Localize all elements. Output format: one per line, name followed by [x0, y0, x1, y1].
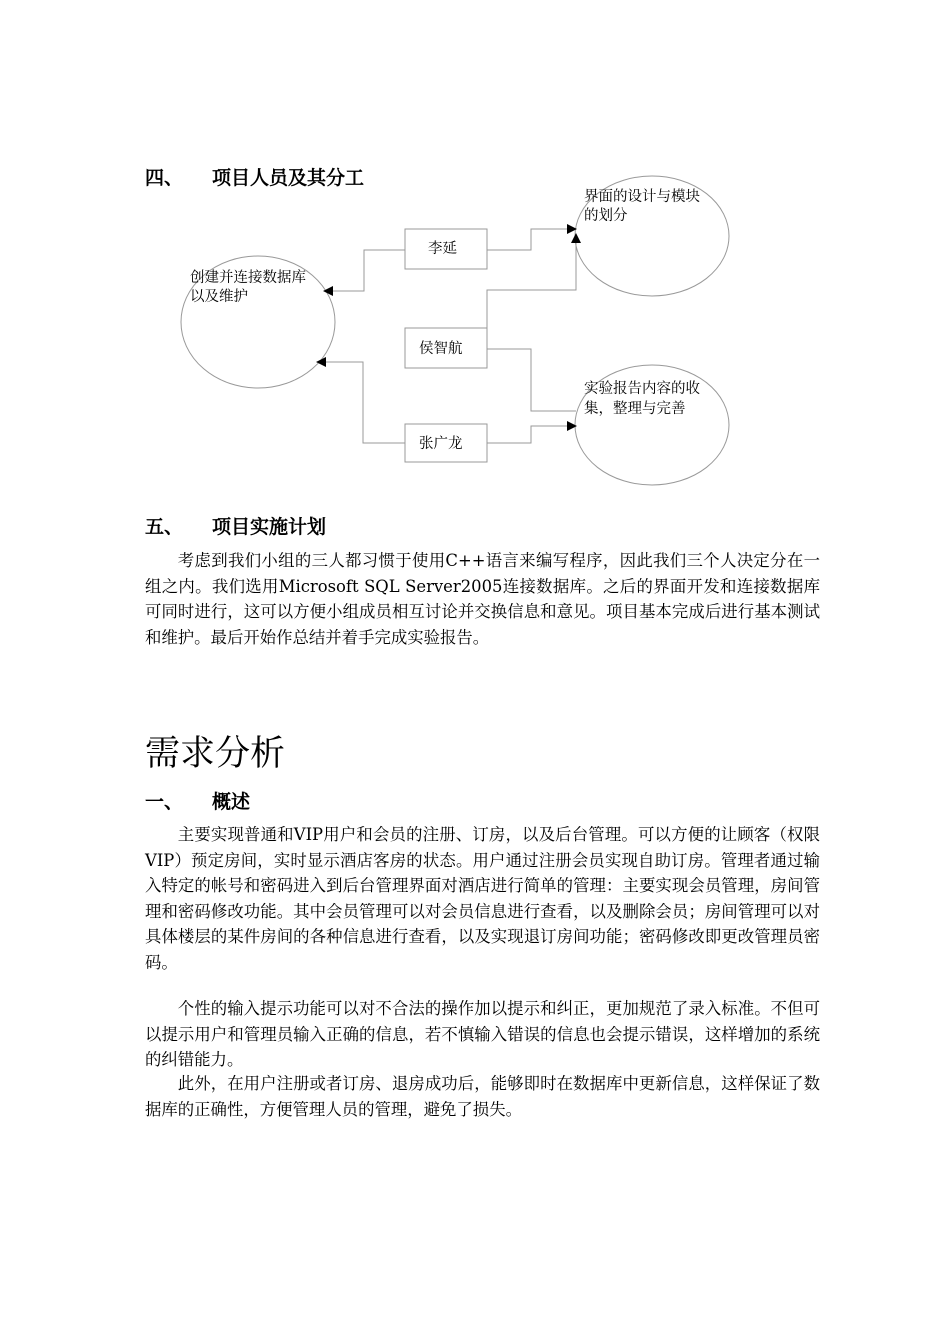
member-label: 李延	[428, 241, 457, 257]
connector-liyan-db	[324, 250, 405, 291]
section-heading-5	[145, 512, 326, 539]
section-title: 项目人员及其分工	[212, 167, 365, 189]
connector-hou-report	[487, 349, 576, 411]
section-number: 一、	[145, 791, 184, 813]
section-number: 四、	[145, 167, 184, 189]
task-label-ui: 界面的设计与模块	[584, 189, 700, 205]
member-label: 侯智航	[419, 341, 463, 357]
section-title: 概述	[212, 791, 251, 813]
section-title: 项目实施计划	[212, 516, 327, 538]
body-paragraph: 考虑到我们小组的三人都习惯于使用C++语言来编写程序，因此我们三个人决定分在一组之内。我们选用Microsoft SQL Server2005连接数据库。之后的界面开发和连接数据库可同时进行，这可以方便小组成员相互讨论并交换信息和意见。项目基本完成后进行基本测试和维护。最后开始作总结并着手完成实验报告。	[145, 551, 820, 647]
connector-liyan-ui	[487, 229, 576, 250]
section-heading-1	[145, 787, 250, 814]
connector-zhang-db	[317, 362, 405, 443]
team-division-diagram	[0, 0, 950, 500]
section-number: 五、	[145, 516, 184, 538]
task-label-db: 创建并连接数据库	[190, 270, 306, 286]
body-paragraph: 此外，在用户注册或者订房、退房成功后，能够即时在数据库中更新信息，这样保证了数据库的正确性，方便管理人员的管理，避免了损失。	[145, 1074, 820, 1119]
body-paragraph: 主要实现普通和VIP用户和会员的注册、订房，以及后台管理。可以方便的让顾客（权限VIP）预定房间，实时显示酒店客房的状态。用户通过注册会员实现自助订房。管理者通过输入特定的帐号和密码进入到后台管理界面对酒店进行简单的管理：主要实现会员管理，房间管理和密码修改功能。其中会员管理可以对会员信息进行查看，以及删除会员；房间管理可以对具体楼层的某件房间的各种信息进行查看，以及实现退订房间功能；密码修改即更改管理员密码。	[145, 825, 820, 972]
task-label-ui: 的划分	[584, 208, 628, 224]
member-label: 张广龙	[419, 436, 463, 452]
connector-zhang-report	[487, 426, 576, 443]
body-paragraph: 个性的输入提示功能可以对不合法的操作加以提示和纠正，更加规范了录入标准。不但可以提示用户和管理员输入正确的信息，若不慎输入错误的信息也会提示错误，这样增加的系统的纠错能力。	[145, 999, 820, 1069]
task-label-db: 以及维护	[190, 289, 248, 305]
task-label-report: 实验报告内容的收	[584, 381, 700, 397]
task-label-report: 集，整理与完善	[584, 401, 686, 417]
chapter-title: 需求分析	[145, 734, 286, 774]
